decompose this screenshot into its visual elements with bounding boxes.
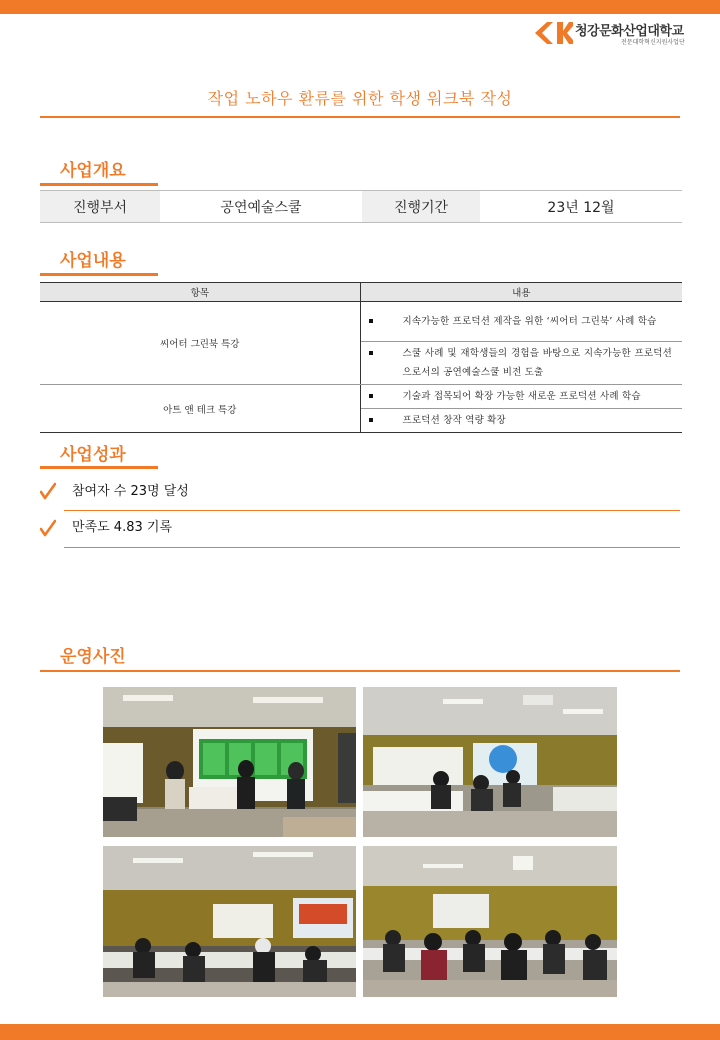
row-item-1: 씨어터 그린북 특강 xyxy=(40,302,360,385)
period-value: 23년 12월 xyxy=(547,199,615,216)
document-title: 작업 노하우 환류를 위한 학생 워크북 작성 xyxy=(207,89,513,108)
top-accent-bar xyxy=(0,0,720,14)
dept-value: 공연예술스쿨 xyxy=(220,199,302,216)
row-detail-2-2: 프로덕션 창작 역량 확장 xyxy=(360,409,682,433)
row-detail-1-1: 지속가능한 프로덕션 제작을 위한 ‘씨어터 그린북’ 사례 학습 xyxy=(360,302,682,342)
photos-heading: 운영사진 xyxy=(60,647,126,667)
logo-name: 청강문화산업대학교 xyxy=(575,24,684,39)
checkmark-icon xyxy=(40,482,56,500)
dept-label: 진행부서 xyxy=(40,191,160,222)
bottom-accent-bar xyxy=(0,1024,720,1040)
result-item-1 xyxy=(40,478,680,514)
logo-subtitle: 전문대학혁신지원사업단 xyxy=(621,39,685,46)
bullet-icon xyxy=(369,319,373,323)
result-divider-2 xyxy=(64,547,680,548)
overview-heading-rule xyxy=(40,183,158,186)
checkmark-icon xyxy=(40,519,56,537)
period-label: 진행기간 xyxy=(362,191,480,222)
photos-heading-rule xyxy=(40,670,680,672)
content-heading-rule xyxy=(40,273,158,276)
bullet-icon xyxy=(369,418,373,422)
overview-table xyxy=(40,190,682,223)
col-header-item: 항목 xyxy=(40,283,360,302)
event-photo-4 xyxy=(363,846,617,997)
overview-heading: 사업개요 xyxy=(60,161,126,181)
result-divider-1 xyxy=(64,510,680,511)
row-item-2: 아트 앤 테크 특강 xyxy=(40,385,360,433)
col-header-content: 내용 xyxy=(360,283,682,302)
result-text-2: 만족도 4.83 기록 xyxy=(72,520,173,535)
event-photo-3 xyxy=(103,846,356,997)
result-item-2 xyxy=(40,514,680,550)
results-heading-rule xyxy=(40,466,158,469)
title-underline xyxy=(40,116,680,118)
ck-logo-icon xyxy=(533,20,573,46)
bullet-icon xyxy=(369,351,373,355)
event-photo-1 xyxy=(103,687,356,837)
university-logo xyxy=(533,18,713,48)
content-heading: 사업내용 xyxy=(60,251,126,271)
bullet-icon xyxy=(369,394,373,398)
result-text-1: 참여자 수 23명 달성 xyxy=(72,484,189,499)
event-photo-2 xyxy=(363,687,617,837)
content-table xyxy=(40,282,682,433)
row-detail-1-2: 스쿨 사례 및 재학생들의 경험을 바탕으로 지속가능한 프로덕션으로서의 공연예술스쿨 비전 도출 xyxy=(360,342,682,385)
results-heading: 사업성과 xyxy=(60,445,126,465)
row-detail-2-1: 기술과 접목되어 확장 가능한 새로운 프로덕션 사례 학습 xyxy=(360,385,682,409)
